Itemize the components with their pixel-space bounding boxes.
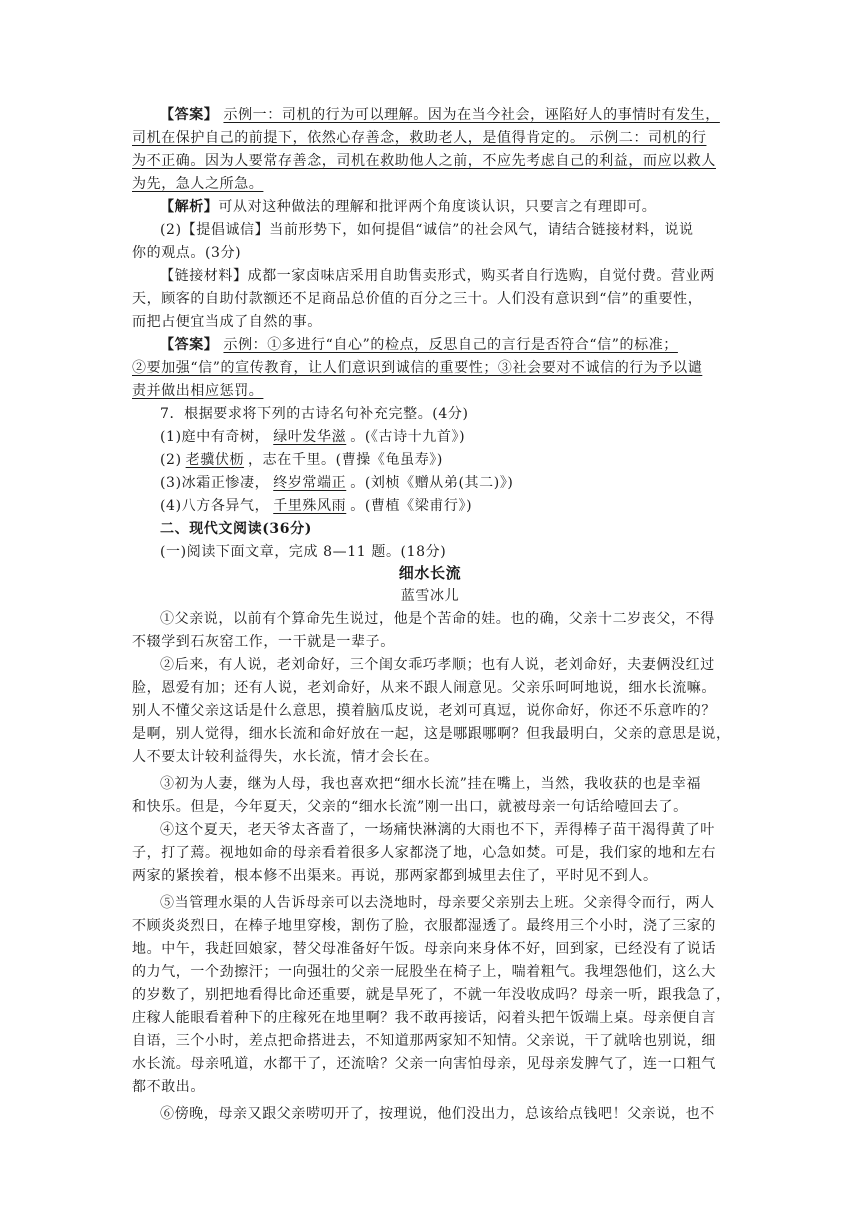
answer1-line-1: 【答案】 示例一：司机的行为可以理解。因为在当今社会，诬陷好人的事情时有发生，: [160, 107, 720, 123]
reading-instruction: (一)阅读下面文章，完成 8—11 题。(18分): [160, 544, 447, 560]
question-2-line-2: 你的观点。(3分): [132, 245, 242, 261]
question-2-line-1: (2)【提倡诚信】当前形势下，如何提倡“诚信”的社会风气，请结合链接材料，说说: [160, 222, 694, 238]
poem-item-2: (2) 老骥伏枥 ，志在千里。(曹操《龟虽寿》): [160, 452, 443, 468]
article-line: 的岁数了，别把地看得比命还重要，就是旱死了，不就一年没收成吗？母亲一听，跟我急了，: [132, 987, 731, 1003]
article-line: ③初为人妻，继为人母，我也喜欢把“细水长流”挂在嘴上，当然，我收获的也是幸福: [160, 776, 702, 792]
article-line: 自语，三个小时，差点把命搭进去，不知道那两家知不知情。父亲说，干了就啥也别说，细: [132, 1033, 716, 1049]
answer-tag: 【答案】: [160, 107, 219, 123]
answer2-line-2: ②要加强“信”的宣传教育，让人们意识到诚信的重要性；③社会要对不诚信的行为予以谴: [132, 360, 703, 376]
article-line: 脸，恩爱有加；还有人说，老刘命好，从来不跟人闹意见。父亲乐呵呵地说，细水长流嘛。: [132, 680, 716, 696]
article-line: 两家的紧挨着，根本修不出渠来。再说，那两家都到城里去住了，平时见不到人。: [132, 868, 658, 884]
article-line: ②后来，有人说，老刘命好，三个闺女乖巧孝顺；也有人说，老刘命好，夫妻俩没红过: [160, 657, 715, 673]
article-title: 细水长流: [398, 564, 462, 582]
answer1-line-2: 司机在保护自己的前提下，依然心存善念，救助老人，是值得肯定的。 示例二：司机的行: [132, 130, 707, 146]
poem-item-3: (3)冰霜正惨凄， 终岁常端正 。(刘桢《赠从弟(其二)》): [160, 475, 514, 491]
fill-blank: 老骥伏枥: [185, 452, 245, 468]
answer2-line-1: 【答案】 示例：①多进行“自心”的检点，反思自己的言行是否符合“信”的标准；: [160, 337, 678, 353]
link-material-line-1: 【链接材料】成都一家卤味店采用自助售卖形式，购买者自行选购，自觉付费。营业两: [160, 268, 715, 284]
article-line: ①父亲说，以前有个算命先生说过，他是个苦命的娃。也的确，父亲十二岁丧父，不得: [160, 611, 715, 627]
article-line: 庄稼人能眼看着种下的庄稼死在地里啊？我不敢再接话，闷着头把午饭端上桌。母亲便自言: [132, 1010, 716, 1026]
article-line: 别人不懂父亲这话是什么意思，摸着脑瓜皮说，老刘可真逗，说你命好，你还不乐意咋的？: [132, 703, 716, 719]
fill-blank: 终岁常端正: [273, 475, 347, 491]
article-line: 不辍学到石灰窑工作，一干就是一辈子。: [132, 634, 395, 650]
analysis1-line: 【解析】可从对这种做法的理解和批评两个角度谈认识，只要言之有理即可。: [160, 199, 657, 215]
fill-blank: 绿叶发华滋: [273, 429, 347, 445]
answer1-line-4: 为先，急人之所急。: [132, 176, 264, 192]
article-line: ④这个夏天，老天爷太吝啬了，一场痛快淋漓的大雨也不下，弄得棒子苗干渴得黄了叶: [160, 822, 715, 838]
article-line: ⑥傍晚，母亲又跟父亲唠叨开了，按理说，他们没出力，总该给点钱吧！父亲说，也不: [160, 1106, 715, 1122]
poem-item-1: (1)庭中有奇树， 绿叶发华滋 。(《古诗十九首》): [160, 429, 466, 445]
analysis-tag: 【解析】: [160, 199, 219, 215]
answer1-line-3: 为不正确。因为人要常存善念，司机在救助他人之前，不应先考虑自己的利益，而应以救人: [132, 153, 716, 169]
article-line: ⑤当管理水渠的人告诉母亲可以去浇地时，母亲要父亲别去上班。父亲得令而行，两人: [160, 895, 715, 911]
link-material-line-2: 天，顾客的自助付款额还不足商品总价值的百分之三十。人们没有意识到“信”的重要性，: [132, 291, 703, 307]
article-line: 是啊，别人觉得，细水长流和命好放在一起，这是哪跟哪啊？但我最明白，父亲的意思是说，: [132, 726, 731, 742]
article-line: 子，打了蔫。视地如命的母亲看着很多人家都浇了地，心急如焚。可是，我们家的地和左右: [132, 845, 716, 861]
article-line: 水长流。母亲吼道，水都干了，还流啥？父亲一向害怕母亲，见母亲发脾气了，连一口粗气: [132, 1056, 716, 1072]
link-material-line-3: 而把占便宜当成了自然的事。: [132, 314, 322, 330]
answer-tag: 【答案】: [160, 337, 219, 353]
answer2-line-3: 责并做出相应惩罚。: [132, 383, 264, 399]
article-line: 人不要太计较利益得失，水长流，情才会长在。: [132, 749, 439, 765]
poem-item-4: (4)八方各异气， 千里殊风雨 。(曹植《梁甫行》): [160, 498, 473, 514]
article-line: 和快乐。但是，今年夏天，父亲的“细水长流”刚一出口，就被母亲一句话给噎回去了。: [132, 799, 688, 815]
fill-blank: 千里殊风雨: [273, 498, 347, 514]
section-heading: 二、现代文阅读(36分): [160, 521, 312, 537]
article-line: 的力气，一个劲擦汗；一向强壮的父亲一屁股坐在椅子上，喘着粗气。我埋怨他们，这么大: [132, 964, 716, 980]
question-7-prompt: 7．根据要求将下列的古诗名句补充完整。(4分): [160, 406, 469, 422]
article-line: 不顾炎炎烈日，在棒子地里穿梭，割伤了脸，衣服都湿透了。最终用三个小时，浇了三家的: [132, 918, 716, 934]
article-line: 地。中午，我赶回娘家，替父母准备好午饭。母亲向来身体不好，回到家，已经没有了说话: [132, 941, 716, 957]
article-line: 都不敢出。: [132, 1079, 205, 1095]
article-author: 蓝雪冰儿: [400, 588, 460, 604]
